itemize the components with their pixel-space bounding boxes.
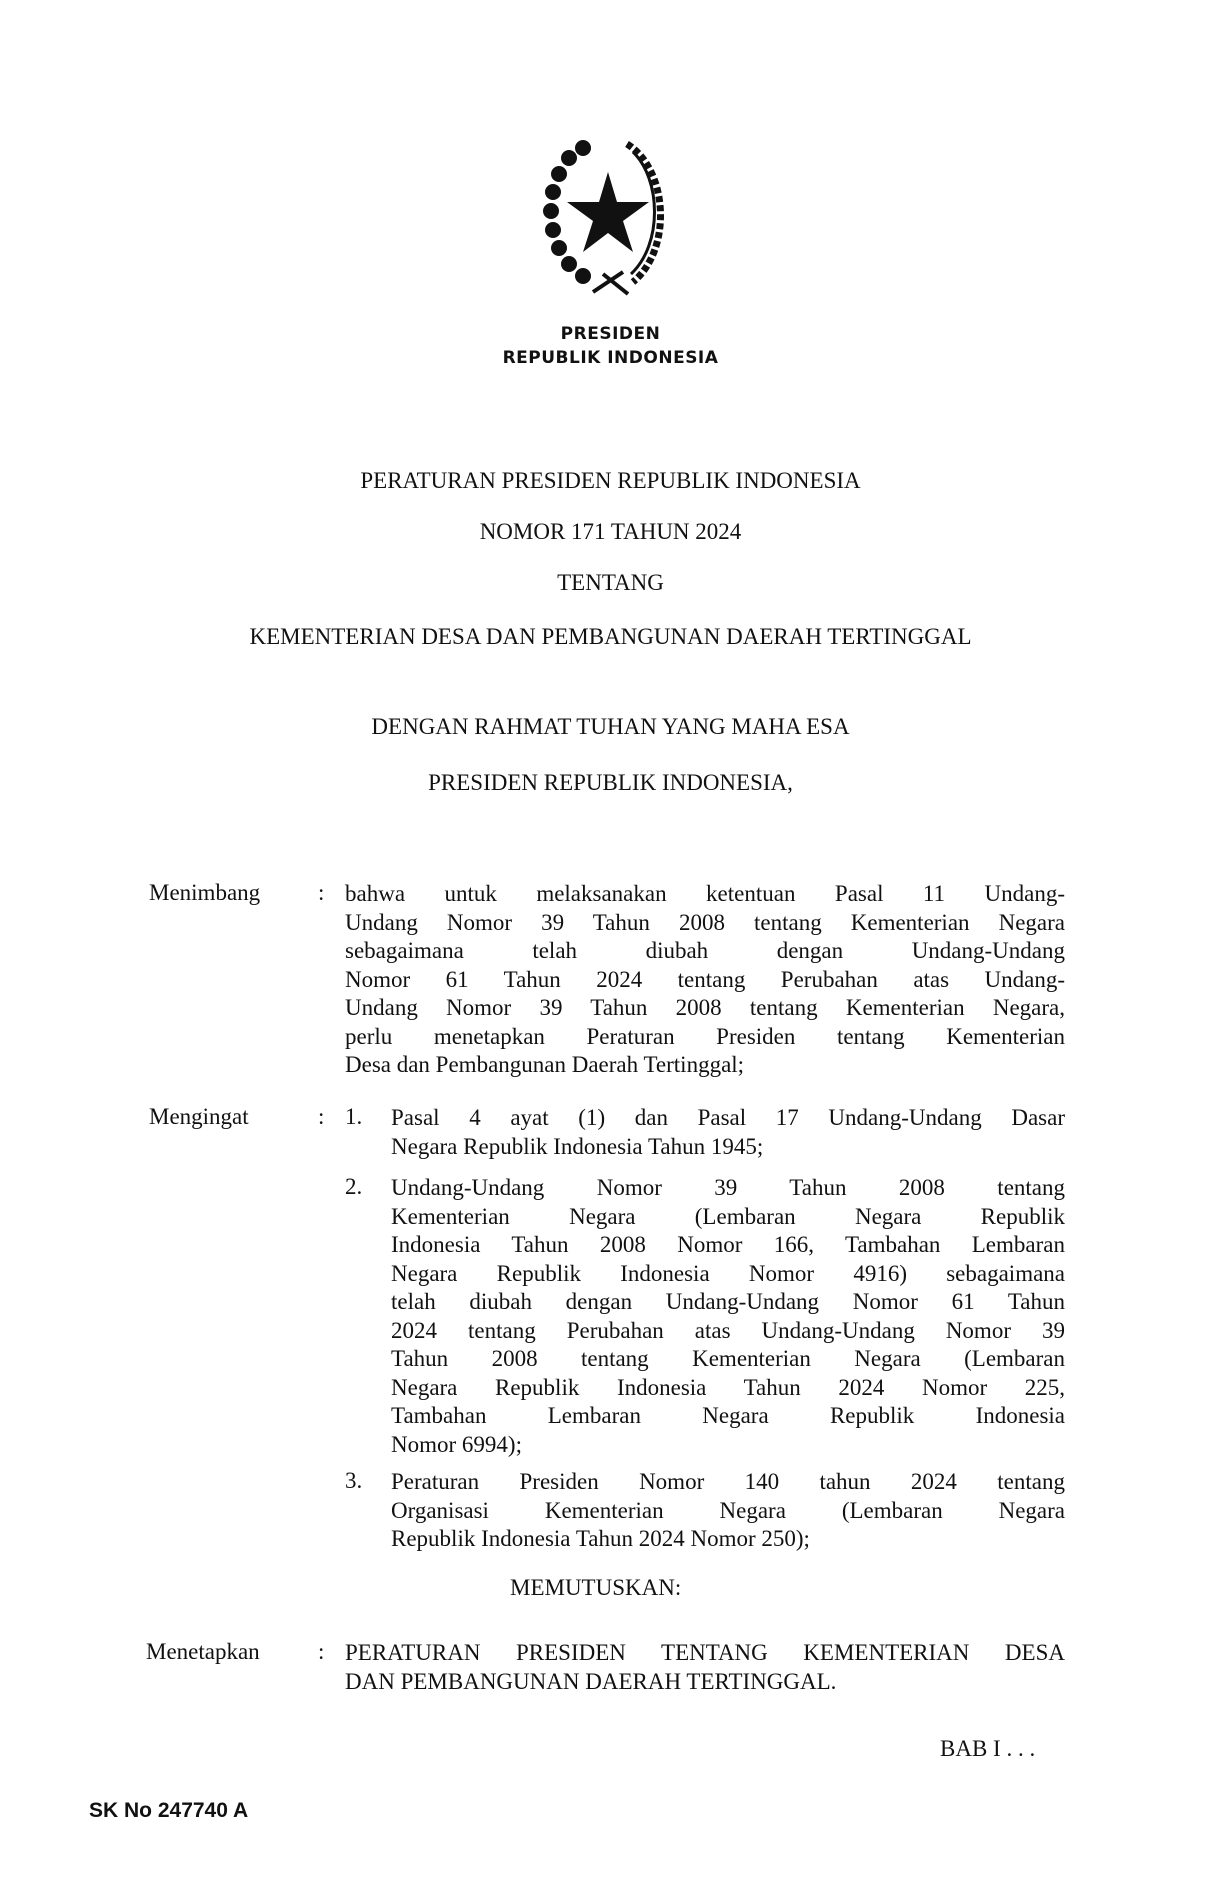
text-line: Nomor 6994); bbox=[391, 1431, 522, 1457]
text-line: telah diubah dengan Undang-Undang Nomor 61 Tahun bbox=[391, 1289, 1065, 1314]
memutuskan-heading: MEMUTUSKAN: bbox=[510, 1575, 682, 1600]
text-line: Indonesia Tahun 2008 Nomor 166, Tambahan Lembaran bbox=[391, 1232, 1065, 1257]
text-line: Kementerian Negara (Lembaran Negara Republik bbox=[391, 1203, 1065, 1229]
text-line: Nomor 61 Tahun 2024 tentang Perubahan atas Undang- bbox=[345, 966, 1065, 992]
mengingat-item-1 bbox=[391, 1104, 1065, 1161]
footer-document-code: SK No 247740 A bbox=[89, 1799, 249, 1822]
mengingat-item-2 bbox=[391, 1174, 1065, 1459]
continuation-marker: BAB I . . . bbox=[940, 1736, 1036, 1761]
text-line: Undang Nomor 39 Tahun 2008 tentang Kementerian Negara bbox=[345, 909, 1065, 935]
menimbang-label: Menimbang bbox=[149, 880, 261, 905]
header-presiden: PRESIDEN bbox=[560, 324, 661, 344]
text-line: Negara Republik Indonesia Tahun 2024 Nomor 225, bbox=[391, 1374, 1065, 1400]
text-line: Republik Indonesia Tahun 2024 Nomor 250); bbox=[391, 1526, 810, 1551]
text-line: DAN PEMBANGUNAN DAERAH TERTINGGAL. bbox=[345, 1668, 837, 1694]
item-number: 2. bbox=[345, 1174, 363, 1199]
item-number: 3. bbox=[345, 1468, 363, 1493]
menetapkan-colon: : bbox=[318, 1639, 325, 1664]
menetapkan-text bbox=[345, 1639, 1065, 1696]
presidential-emblem-icon bbox=[533, 134, 683, 299]
mengingat-colon: : bbox=[318, 1104, 325, 1129]
mengingat-label: Mengingat bbox=[149, 1104, 249, 1129]
menimbang-colon: : bbox=[318, 880, 325, 905]
text-line: Peraturan Presiden Nomor 140 tahun 2024 tentang bbox=[391, 1469, 1065, 1494]
title-subject: KEMENTERIAN DESA DAN PEMBANGUNAN DAERAH TERTINGGAL bbox=[249, 624, 972, 649]
text-line: Tambahan Lembaran Negara Republik Indonesia bbox=[391, 1403, 1065, 1428]
title-tentang: TENTANG bbox=[557, 570, 664, 595]
title-number: NOMOR 171 TAHUN 2024 bbox=[479, 519, 742, 544]
text-line: perlu menetapkan Peraturan Presiden tentang Kementerian bbox=[345, 1023, 1065, 1049]
text-line: Negara Republik Indonesia Tahun 1945; bbox=[391, 1133, 764, 1159]
text-line: sebagaimana telah diubah dengan Undang-Undang bbox=[345, 938, 1065, 963]
text-line: Pasal 4 ayat (1) dan Pasal 17 Undang-Undang Dasar bbox=[391, 1105, 1065, 1130]
title-invocation: DENGAN RAHMAT TUHAN YANG MAHA ESA bbox=[371, 714, 850, 739]
menetapkan-label: Menetapkan bbox=[146, 1639, 260, 1664]
mengingat-item-3 bbox=[391, 1468, 1065, 1554]
text-line: Tahun 2008 tentang Kementerian Negara (Lembaran bbox=[391, 1346, 1065, 1371]
menimbang-text bbox=[345, 880, 1065, 1080]
text-line: PERATURAN PRESIDEN TENTANG KEMENTERIAN DESA bbox=[345, 1640, 1065, 1665]
header-republik-indonesia: REPUBLIK INDONESIA bbox=[502, 348, 719, 368]
item-number: 1. bbox=[345, 1104, 363, 1129]
text-line: Organisasi Kementerian Negara (Lembaran Negara bbox=[391, 1497, 1065, 1523]
text-line: bahwa untuk melaksanakan ketentuan Pasal 11 Undang- bbox=[345, 881, 1065, 906]
text-line: Undang-Undang Nomor 39 Tahun 2008 tentang bbox=[391, 1175, 1065, 1200]
text-line: Undang Nomor 39 Tahun 2008 tentang Kementerian Negara, bbox=[345, 995, 1065, 1020]
text-line: Negara Republik Indonesia Nomor 4916) sebagaimana bbox=[391, 1260, 1065, 1286]
text-line: 2024 tentang Perubahan atas Undang-Undang Nomor 39 bbox=[391, 1317, 1065, 1343]
title-president: PRESIDEN REPUBLIK INDONESIA, bbox=[428, 770, 793, 795]
title-regulation: PERATURAN PRESIDEN REPUBLIK INDONESIA bbox=[360, 468, 861, 493]
text-line: Desa dan Pembangunan Daerah Tertinggal; bbox=[345, 1052, 745, 1077]
